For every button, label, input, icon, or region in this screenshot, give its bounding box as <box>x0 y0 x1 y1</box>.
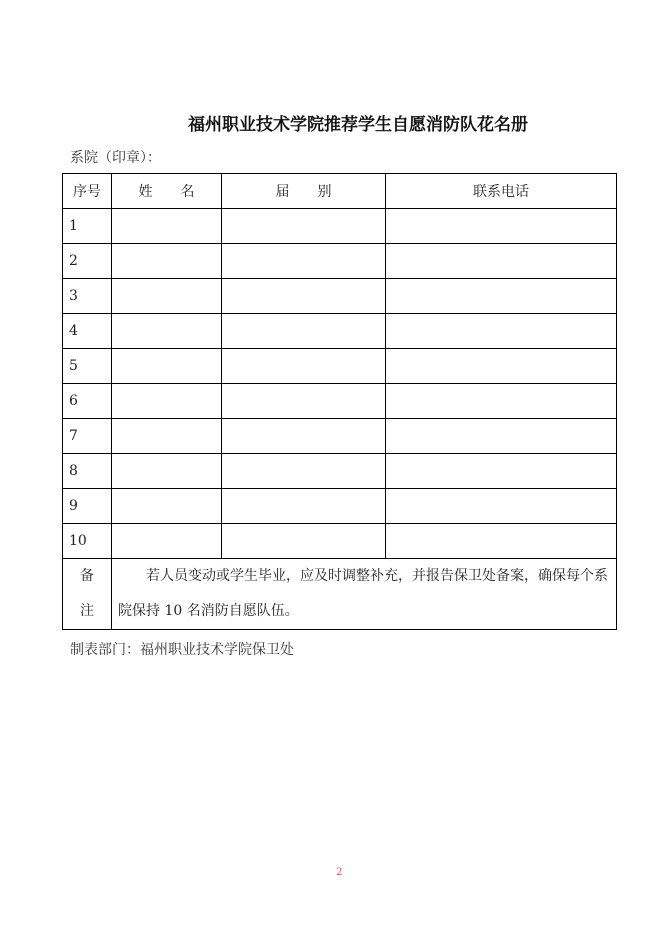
table-row <box>63 454 617 489</box>
remarks-label-char-1: 备 <box>80 568 94 584</box>
row-class-year-cell[interactable] <box>222 384 386 419</box>
table-row <box>63 209 617 244</box>
row-index: 3 <box>63 279 112 314</box>
table-row <box>63 524 617 559</box>
remarks-label-char-2: 注 <box>80 603 94 619</box>
row-phone-cell[interactable] <box>386 524 617 559</box>
roster-table <box>62 173 617 630</box>
table-row <box>63 244 617 279</box>
table-row <box>63 489 617 524</box>
header-name: 姓 名 <box>112 174 222 209</box>
row-name-cell[interactable] <box>112 384 222 419</box>
row-index: 2 <box>63 244 112 279</box>
row-phone-cell[interactable] <box>386 419 617 454</box>
row-phone-cell[interactable] <box>386 279 617 314</box>
remarks-text: 若人员变动或学生毕业，应及时调整补充，并报告保卫处备案，确保每个系院保持 10 名消防自愿队伍。 <box>112 559 617 630</box>
row-index: 1 <box>63 209 112 244</box>
remarks-row <box>63 559 617 630</box>
row-name-cell[interactable] <box>112 244 222 279</box>
row-phone-cell[interactable] <box>386 209 617 244</box>
row-class-year-cell[interactable] <box>222 419 386 454</box>
row-name-cell[interactable] <box>112 489 222 524</box>
row-phone-cell[interactable] <box>386 454 617 489</box>
remarks-label <box>63 559 112 630</box>
row-class-year-cell[interactable] <box>222 489 386 524</box>
footer-department: 制表部门：福州职业技术学院保卫处 <box>70 642 294 658</box>
row-index: 9 <box>63 489 112 524</box>
row-class-year-cell[interactable] <box>222 454 386 489</box>
table-row <box>63 384 617 419</box>
row-name-cell[interactable] <box>112 209 222 244</box>
row-index: 5 <box>63 349 112 384</box>
header-phone: 联系电话 <box>386 174 617 209</box>
row-index: 7 <box>63 419 112 454</box>
row-index: 10 <box>63 524 112 559</box>
row-name-cell[interactable] <box>112 419 222 454</box>
row-name-cell[interactable] <box>112 349 222 384</box>
row-index: 6 <box>63 384 112 419</box>
table-row <box>63 349 617 384</box>
header-class-year: 届 别 <box>222 174 386 209</box>
row-phone-cell[interactable] <box>386 489 617 524</box>
row-class-year-cell[interactable] <box>222 314 386 349</box>
row-class-year-cell[interactable] <box>222 244 386 279</box>
row-phone-cell[interactable] <box>386 244 617 279</box>
header-index: 序号 <box>63 174 112 209</box>
row-name-cell[interactable] <box>112 279 222 314</box>
table-row <box>63 279 617 314</box>
row-class-year-cell[interactable] <box>222 279 386 314</box>
table-header-row <box>63 174 617 209</box>
row-name-cell[interactable] <box>112 314 222 349</box>
page-number: 2 <box>336 867 343 878</box>
row-phone-cell[interactable] <box>386 384 617 419</box>
row-class-year-cell[interactable] <box>222 524 386 559</box>
row-phone-cell[interactable] <box>386 314 617 349</box>
table-row <box>63 314 617 349</box>
row-class-year-cell[interactable] <box>222 349 386 384</box>
table-row <box>63 419 617 454</box>
row-name-cell[interactable] <box>112 454 222 489</box>
row-class-year-cell[interactable] <box>222 209 386 244</box>
row-index: 4 <box>63 314 112 349</box>
row-name-cell[interactable] <box>112 524 222 559</box>
stamp-label: 系院（印章）： <box>70 150 161 166</box>
document-title: 福州职业技术学院推荐学生自愿消防队花名册 <box>188 115 528 135</box>
row-index: 8 <box>63 454 112 489</box>
row-phone-cell[interactable] <box>386 349 617 384</box>
